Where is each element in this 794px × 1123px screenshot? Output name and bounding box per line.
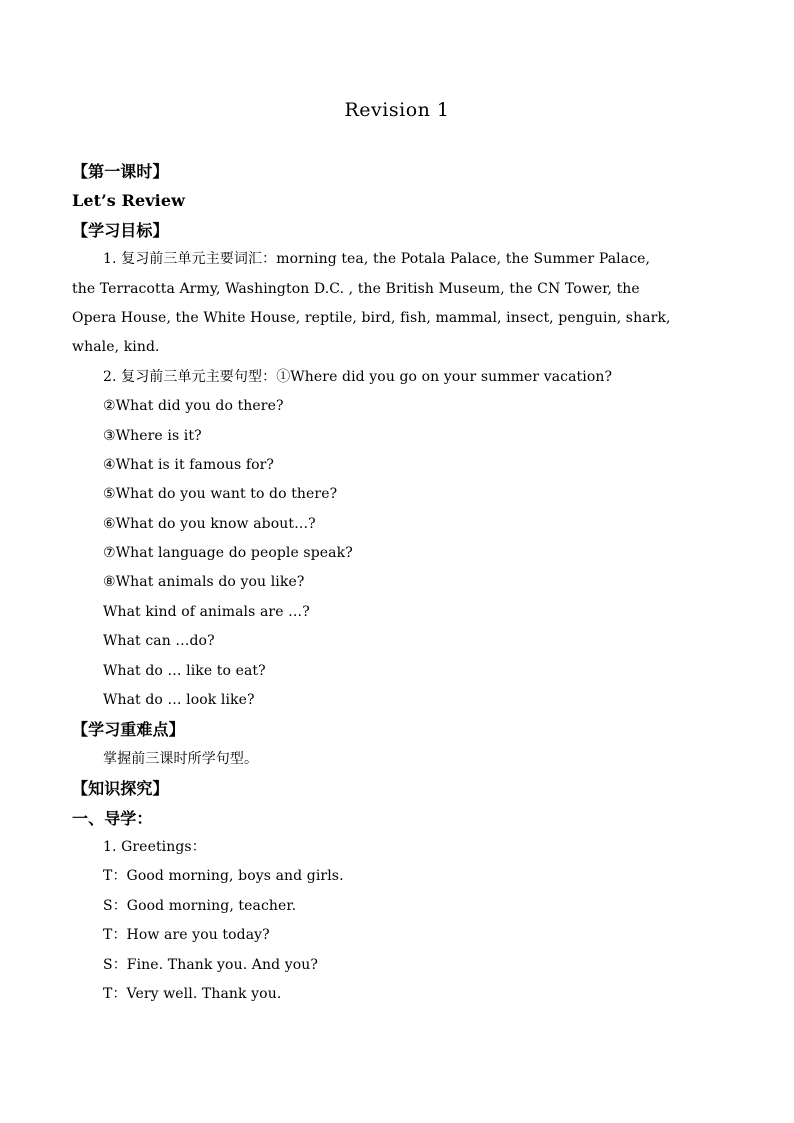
sentence-pattern: ⑧What animals do you like? (103, 574, 305, 591)
dialogue-line: T：How are you today? (103, 927, 270, 944)
section-heading-exploration: 【知识探究】 (72, 779, 169, 799)
sentence-pattern: What kind of animals are …? (103, 603, 310, 620)
sentence-pattern: What do … look like? (103, 692, 255, 709)
sentence-pattern: ⑦What language do people speak? (103, 545, 353, 562)
sentence-pattern: What do … like to eat? (103, 662, 266, 679)
sentence-pattern: ③Where is it? (103, 427, 202, 444)
section-heading-key-points: 【学习重难点】 (72, 720, 185, 740)
key-points-text: 掌握前三课时所学句型。 (103, 750, 259, 767)
subheading-guide: 一、导学： (72, 808, 153, 828)
objective-sentence-line: 2. 复习前三单元主要句型：①Where did you go on your summer vacation? (103, 368, 613, 385)
sentence-pattern: What can …do? (103, 633, 215, 650)
objective-vocab-line: the Terracotta Army, Washington D.C. , the British Museum, the CN Tower, the (72, 280, 640, 297)
section-heading-objectives: 【学习目标】 (72, 220, 169, 240)
greetings-label: 1. Greetings： (103, 838, 206, 855)
section-heading-lesson-one: 【第一课时】 (72, 162, 169, 181)
sentence-pattern: ④What is it famous for? (103, 456, 275, 473)
objective-vocab-line: Opera House, the White House, reptile, bird, fish, mammal, insect, penguin, shark, (72, 309, 671, 326)
dialogue-line: S：Good morning, teacher. (103, 897, 297, 914)
document-body (72, 157, 732, 1009)
dialogue-line: S：Fine. Thank you. And you? (103, 956, 318, 973)
document-title: Revision 1 (344, 99, 450, 121)
sentence-pattern: ⑤What do you want to do there? (103, 486, 338, 503)
lesson-subtitle: Let’s Review (72, 191, 185, 211)
sentence-pattern: ⑥What do you know about…? (103, 515, 316, 532)
objective-vocab-line: 1. 复习前三单元主要词汇：morning tea, the Potala Palace, the Summer Palace, (103, 251, 651, 268)
dialogue-line: T：Very well. Thank you. (103, 985, 282, 1002)
sentence-pattern: ②What did you do there? (103, 398, 284, 415)
dialogue-line: T：Good morning, boys and girls. (103, 868, 344, 885)
objective-vocab-line: whale, kind. (72, 339, 160, 356)
